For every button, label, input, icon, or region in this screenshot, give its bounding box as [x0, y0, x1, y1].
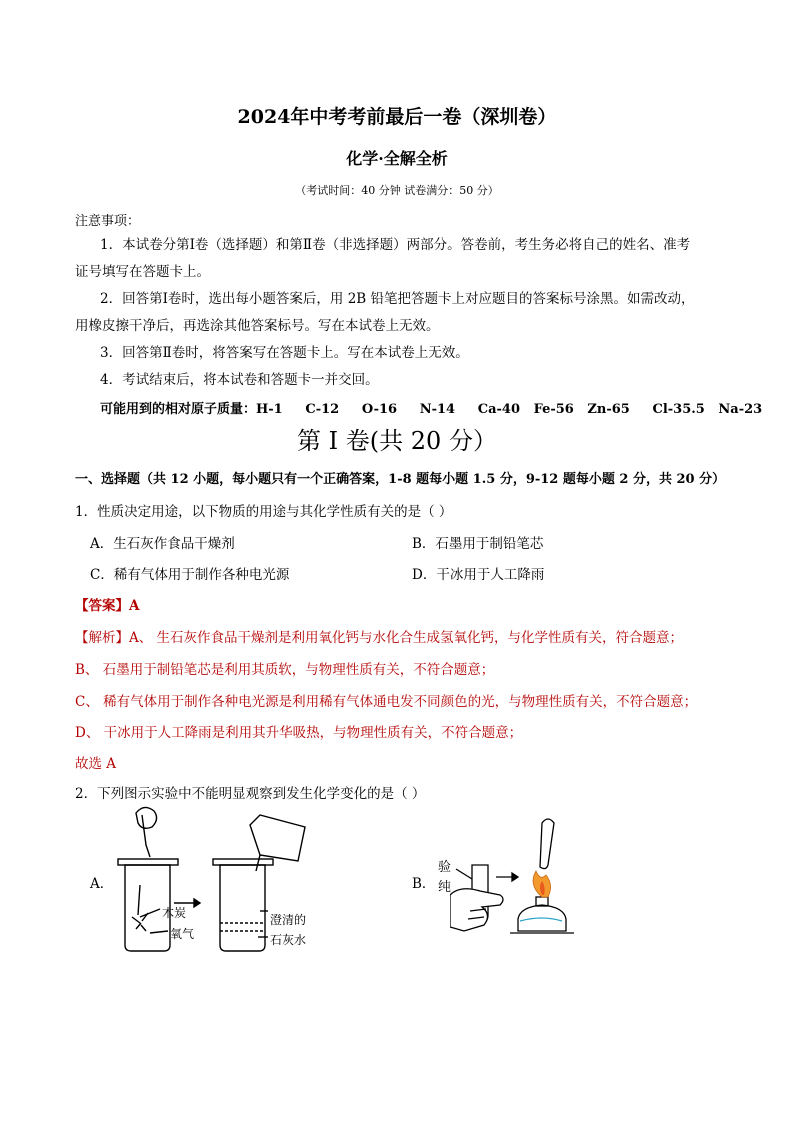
q1-answer: 【答案】A	[75, 598, 140, 614]
atomic-masses: 可能用到的相对原子质量：H-1 C-12 O-16 N-14 Ca-40 Fe-56 Zn-65 Cl-35.5 Na-23	[100, 402, 763, 417]
section-heading: 一、选择题（共 12 小题，每小题只有一个正确答案，1-8 题每小题 1.5 分，9-12 题每小题 2 分，共 20 分）	[75, 472, 726, 487]
notice-item-1-cont: 证号填写在答题卡上。	[75, 264, 210, 280]
question-1-stem: 1．性质决定用途，以下物质的用途与其化学性质有关的是（ ）	[75, 504, 453, 520]
q1-option-d: D．干冰用于人工降雨	[412, 567, 545, 583]
notice-item-4: 4．考试结束后，将本试卷和答题卡一并交回。	[100, 372, 379, 388]
label-verify-2: 纯	[438, 880, 452, 895]
q1-analysis-b: B、 石墨用于制铅笔芯是利用其质软，与物理性质有关，不符合题意；	[75, 662, 495, 678]
q1-analysis-c: C、 稀有气体用于制作各种电光源是利用稀有气体通电发不同颜色的光，与物理性质有关，不符合题意；	[75, 694, 698, 710]
q1-option-b: B．石墨用于制铅笔芯	[412, 536, 544, 552]
notice-item-1: 1．本试卷分第Ⅰ卷（选择题）和第Ⅱ卷（非选择题）两部分。答卷前，考生务必将自己的姓名、准考	[100, 237, 691, 253]
q2-figure-b-diagram	[450, 815, 580, 940]
notice-heading: 注意事项：	[75, 214, 141, 229]
label-verify-1: 验	[438, 860, 452, 875]
label-charcoal: 木炭	[162, 906, 187, 920]
label-oxygen: 氧气	[170, 927, 195, 941]
part-title: 第 I 卷(共 20 分）	[297, 427, 497, 455]
q1-option-c: C．稀有气体用于制作各种电光源	[90, 567, 290, 583]
page-title: 2024年中考考前最后一卷（深圳卷）	[237, 106, 557, 128]
exam-info: （考试时间：40 分钟 试卷满分：50 分）	[295, 184, 499, 197]
q1-analysis-d: D、 干冰用于人工降雨是利用其升华吸热，与物理性质有关，不符合题意；	[75, 725, 523, 741]
q2-figure-a-label: A．	[90, 876, 114, 892]
q1-option-a: A．生石灰作食品干燥剂	[90, 536, 235, 552]
label-limewater-1: 澄清的	[270, 913, 307, 927]
question-2-stem: 2．下列图示实验中不能明显观察到发生化学变化的是（ ）	[75, 786, 426, 802]
notice-item-3: 3．回答第Ⅱ卷时，将答案写在答题卡上。写在本试卷上无效。	[100, 345, 469, 361]
q1-analysis-a: 【解析】A、 生石灰作食品干燥剂是利用氧化钙与水化合生成氢氧化钙，与化学性质有关，符合题意；	[75, 630, 684, 646]
label-limewater-2: 石灰水	[270, 933, 307, 947]
q2-figure-b-label: B．	[412, 876, 436, 892]
notice-item-2: 2．回答第Ⅰ卷时，选出每小题答案后，用 2B 铅笔把答题卡上对应题目的答案标号涂黑。如需改动，	[100, 291, 695, 307]
notice-item-2-cont: 用橡皮擦干净后，再选涂其他答案标号。写在本试卷上无效。	[75, 318, 440, 334]
q1-conclusion: 故选 A	[75, 756, 117, 772]
page-subtitle: 化学·全解全析	[346, 149, 448, 168]
